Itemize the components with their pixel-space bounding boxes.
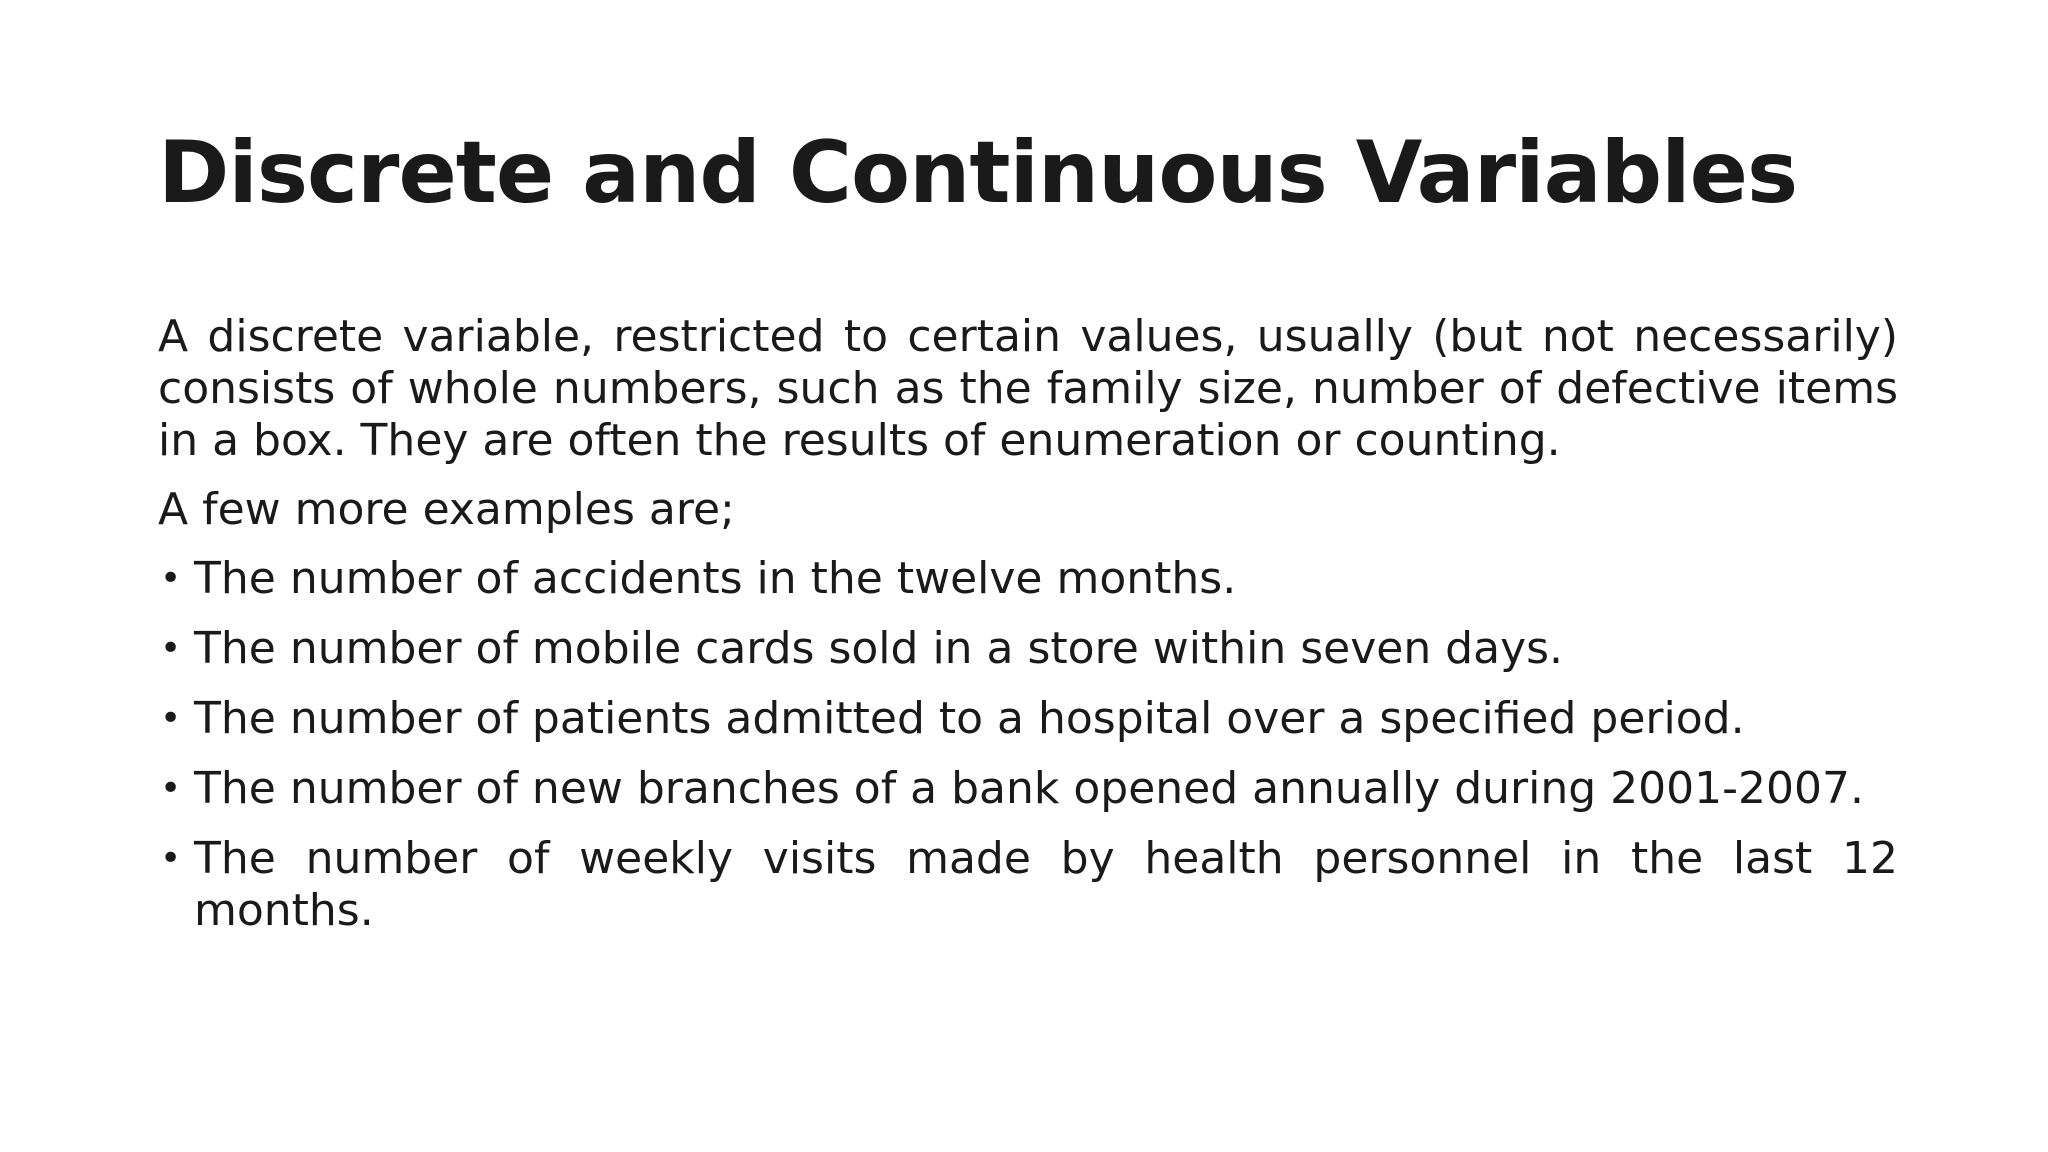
list-item-text: The number of accidents in the twelve months. <box>194 553 1237 604</box>
list-item <box>158 763 1898 815</box>
examples-intro: A few more examples are; <box>158 484 735 535</box>
list-item-text: The number of weekly visits made by health personnel in the last 12 months. <box>194 833 1898 936</box>
bullet-icon: • <box>160 698 182 739</box>
examples-list <box>158 553 1898 937</box>
list-item <box>158 553 1898 605</box>
bullet-icon: • <box>160 628 182 669</box>
list-item-text: The number of patients admitted to a hospital over a specified period. <box>194 693 1745 744</box>
slide-title: Discrete and Continuous Variables <box>158 123 1798 223</box>
slide-body <box>158 311 1898 955</box>
list-item-text: The number of mobile cards sold in a store within seven days. <box>194 623 1564 674</box>
bullet-icon: • <box>160 768 182 809</box>
list-item <box>158 833 1898 937</box>
definition-paragraph: A discrete variable, restricted to certain values, usually (but not necessarily) consists of whole numbers, such as the family size, number of defective items in a box. They are often the results of enumeration or counting. <box>158 311 1898 466</box>
bullet-icon: • <box>160 558 182 599</box>
bullet-icon: • <box>160 838 182 879</box>
list-item <box>158 693 1898 745</box>
list-item-text: The number of new branches of a bank opened annually during 2001-2007. <box>194 763 1864 814</box>
list-item <box>158 623 1898 675</box>
